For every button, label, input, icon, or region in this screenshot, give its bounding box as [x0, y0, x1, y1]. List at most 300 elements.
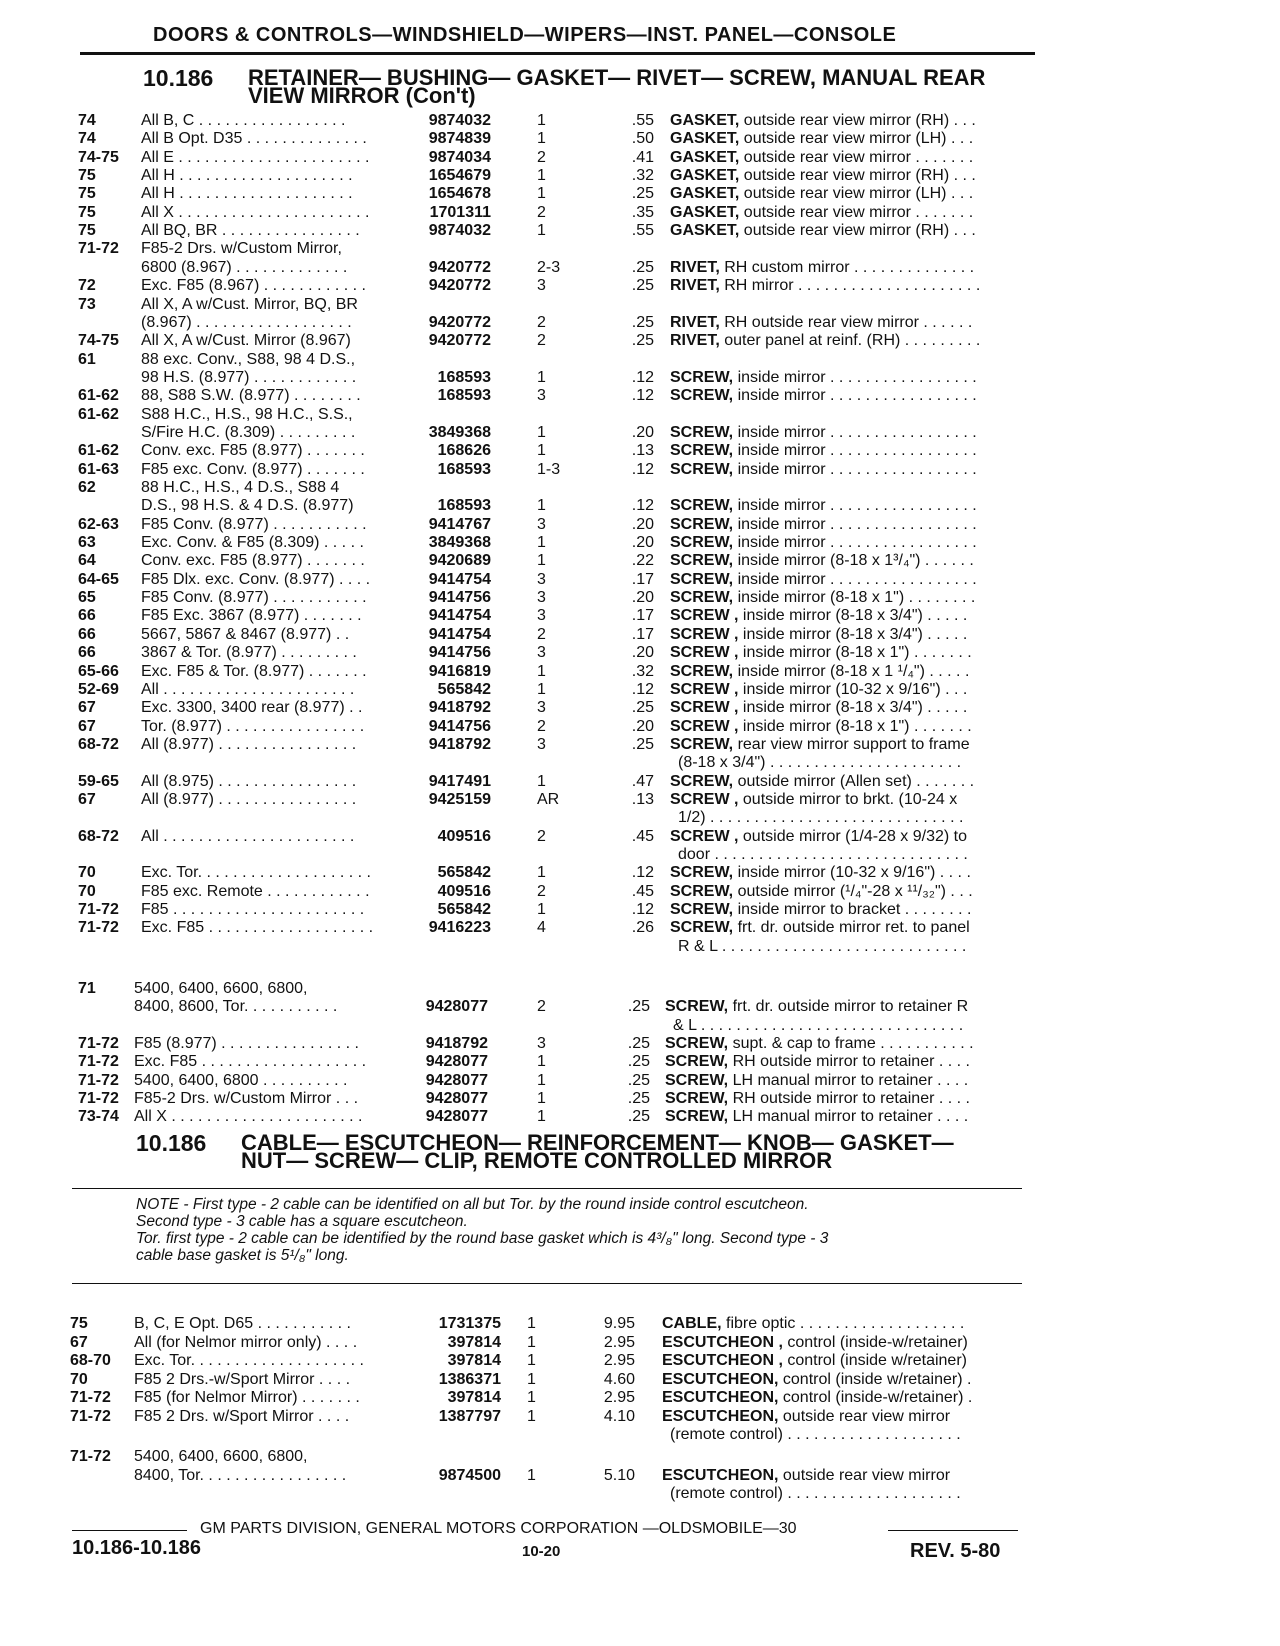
note-block	[136, 1196, 1016, 1264]
part-description: outside rear view mirror	[778, 1407, 951, 1425]
part-name: SCREW,	[665, 1071, 729, 1089]
part-description: outside mirror (Allen set) . . . . . . .	[733, 772, 975, 790]
year-cell: 67	[78, 790, 96, 808]
application-cell: 8400, 8600, Tor. . . . . . . . . . .	[134, 998, 338, 1016]
description-cell	[670, 167, 1025, 185]
year-cell: 71-72	[78, 1071, 119, 1089]
part-number-cell: 9420772	[428, 277, 491, 295]
footer-rule-left	[72, 1530, 187, 1531]
part-name: SCREW,	[670, 552, 734, 570]
year-cell: 63	[78, 534, 96, 552]
application-cell: All X, A w/Cust. Mirror (8.967)	[141, 332, 351, 350]
part-name: SCREW,	[670, 901, 734, 919]
year-cell: 66	[78, 625, 96, 643]
year-cell: 67	[78, 699, 96, 717]
description-cell	[670, 607, 1025, 625]
part-name: SCREW,	[670, 515, 734, 533]
part-name: SCREW ,	[670, 680, 739, 698]
price-cell: .25	[631, 313, 654, 331]
application-cell: All B, C . . . . . . . . . . . . . . . . .	[141, 112, 346, 129]
table-row	[0, 919, 1280, 937]
quantity-cell: 3	[537, 589, 546, 607]
section-title-line: CABLE— ESCUTCHEON— REINFORCEMENT— KNOB— GASKET—	[241, 1130, 954, 1155]
part-number-cell: 397814	[447, 1389, 501, 1406]
price-cell: .25	[631, 277, 654, 295]
part-description: outside rear view mirror (RH) . . .	[739, 222, 976, 240]
part-name: SCREW,	[665, 1035, 729, 1053]
part-description: inside mirror . . . . . . . . . . . . . . . . .	[733, 570, 977, 588]
year-cell: 66	[78, 644, 96, 662]
application-cell: Exc. Tor. . . . . . . . . . . . . . . . . . . .	[141, 864, 371, 882]
part-description: inside mirror (8-18 x 1") . . . . . . .	[738, 644, 972, 662]
part-name: SCREW ,	[670, 607, 739, 625]
part-name: SCREW,	[670, 442, 734, 460]
part-number-cell: 168593	[437, 387, 491, 405]
part-description: 1/2) . . . . . . . . . . . . . . . . . . . . . . . . . . . . .	[678, 809, 964, 827]
table-row	[0, 406, 1280, 424]
quantity-cell: 1	[537, 497, 546, 515]
table-row	[0, 607, 1280, 625]
application-cell: All . . . . . . . . . . . . . . . . . . . . . .	[141, 827, 355, 845]
part-name: SCREW ,	[670, 717, 739, 735]
year-cell: 74	[78, 130, 96, 148]
application-cell: All (8.975) . . . . . . . . . . . . . . . .	[141, 772, 357, 790]
description-cell	[670, 387, 1025, 405]
quantity-cell: 1	[537, 901, 546, 919]
year-cell: 67	[70, 1333, 88, 1351]
description-cell	[670, 497, 1025, 515]
part-description: inside mirror (10-32 x 9/16") . . .	[738, 680, 968, 698]
quantity-cell: 1	[537, 112, 546, 129]
price-cell: .32	[631, 662, 654, 680]
table-row	[0, 1035, 1280, 1053]
section-title-line: RETAINER— BUSHING— GASKET— RIVET— SCREW, MANUAL REAR	[248, 65, 986, 90]
description-cell	[665, 1108, 1025, 1126]
part-name: GASKET,	[670, 112, 740, 129]
table-row	[0, 828, 1280, 846]
application-cell: S88 H.C., H.S., 98 H.C., S.S.,	[141, 405, 353, 423]
application-cell: Exc. 3300, 3400 rear (8.977) . .	[141, 699, 363, 717]
description-cell	[670, 1426, 1033, 1444]
year-cell: 71-72	[70, 1389, 111, 1406]
application-cell: F85 Exc. 3867 (8.977) . . . . . . .	[141, 607, 362, 625]
table-row	[0, 938, 1280, 956]
table-row	[0, 1389, 1280, 1407]
application-cell: All X, A w/Cust. Mirror, BQ, BR	[141, 295, 358, 313]
table-row	[0, 552, 1280, 570]
price-cell: .50	[631, 130, 654, 148]
application-cell: Conv. exc. F85 (8.977) . . . . . . .	[141, 552, 365, 570]
price-cell: 2.95	[603, 1389, 635, 1406]
note-line: NOTE - First type - 2 cable can be identified on all but Tor. by the round inside control escutcheon.	[136, 1196, 809, 1213]
part-description: LH manual mirror to retainer . . . .	[728, 1108, 969, 1126]
part-description: control (inside w/retainer)	[782, 1352, 967, 1369]
application-cell: F85 . . . . . . . . . . . . . . . . . . . . . .	[141, 901, 365, 919]
part-number-cell: 1654679	[428, 167, 491, 185]
quantity-cell: 2	[537, 625, 546, 643]
footer-section-range: 10.186-10.186	[72, 1537, 202, 1559]
part-number-cell: 9420772	[428, 332, 491, 350]
part-description: outside rear view mirror . . . . . . .	[739, 203, 974, 221]
part-name: CABLE,	[662, 1315, 722, 1332]
application-cell: All BQ, BR . . . . . . . . . . . . . . . .	[141, 222, 360, 240]
description-cell	[670, 901, 1025, 919]
table-row	[0, 369, 1280, 387]
year-cell: 68-72	[78, 827, 119, 845]
part-number-cell: 1701311	[429, 203, 491, 221]
footer-revision: REV. 5-80	[910, 1540, 1001, 1562]
header-rule	[80, 52, 1035, 55]
part-name: SCREW,	[670, 772, 734, 790]
year-cell: 70	[78, 882, 96, 900]
part-description: outside rear view mirror (LH) . . .	[739, 185, 974, 203]
quantity-cell: 1	[527, 1389, 536, 1406]
part-description: control (inside w/retainer) .	[778, 1370, 972, 1388]
description-cell	[662, 1389, 1025, 1407]
application-cell: Exc. F85 . . . . . . . . . . . . . . . . . . .	[141, 919, 374, 937]
part-description: outside mirror to brkt. (10-24 x	[738, 790, 958, 808]
price-cell: .12	[631, 368, 654, 386]
application-cell: F85 Conv. (8.977) . . . . . . . . . . .	[141, 515, 367, 533]
quantity-cell: 2-3	[537, 258, 561, 276]
part-number-cell: 397814	[447, 1333, 501, 1351]
price-cell: .12	[631, 901, 654, 919]
part-description: outside rear view mirror (LH) . . .	[739, 130, 974, 148]
part-number-cell: 9414756	[428, 644, 491, 662]
part-name: GASKET,	[670, 167, 740, 185]
part-description: (8-18 x 3/4") . . . . . . . . . . . . . . . . . . . . . .	[678, 754, 962, 772]
part-number-cell: 9416819	[428, 662, 491, 680]
description-cell	[670, 919, 1025, 937]
description-cell	[662, 1408, 1025, 1426]
quantity-cell: 1	[537, 772, 546, 790]
application-cell: F85 2 Drs.-w/Sport Mirror . . . .	[134, 1370, 351, 1388]
part-description: outside mirror (1/4-28 x 9/32) to	[738, 827, 967, 845]
application-cell: Exc. Conv. & F85 (8.309) . . . . .	[141, 534, 364, 552]
table-row	[0, 1108, 1280, 1126]
table-row	[0, 534, 1280, 552]
price-cell: .25	[627, 1053, 650, 1071]
description-cell	[665, 1035, 1025, 1053]
table-row	[0, 387, 1280, 405]
part-number-cell: 9874032	[428, 222, 491, 240]
part-description: inside mirror . . . . . . . . . . . . . . . . .	[733, 534, 977, 552]
year-cell: 64-65	[78, 570, 119, 588]
description-cell	[670, 699, 1025, 717]
price-cell: .41	[631, 148, 654, 166]
application-cell: All E . . . . . . . . . . . . . . . . . . . . . .	[141, 148, 370, 166]
part-description: inside mirror . . . . . . . . . . . . . . . . .	[733, 423, 977, 441]
part-number-cell: 9420772	[428, 313, 491, 331]
part-number-cell: 9414756	[428, 717, 491, 735]
description-cell	[670, 149, 1025, 167]
part-number-cell: 9428077	[425, 1090, 488, 1108]
footer-line: GM PARTS DIVISION, GENERAL MOTORS CORPORATION —OLDSMOBILE—30	[200, 1520, 797, 1537]
table-row	[0, 571, 1280, 589]
description-cell	[670, 828, 1025, 846]
price-cell: .25	[631, 735, 654, 753]
part-number-cell: 397814	[447, 1352, 501, 1369]
year-cell: 73-74	[78, 1108, 119, 1126]
application-cell: S/Fire H.C. (8.309) . . . . . . . . .	[141, 423, 356, 441]
part-description: LH manual mirror to retainer . . . .	[728, 1071, 969, 1089]
price-cell: .12	[631, 387, 654, 405]
quantity-cell: 1	[527, 1466, 536, 1484]
part-name: SCREW,	[670, 589, 734, 607]
table-row	[0, 1371, 1280, 1389]
part-description: RH custom mirror . . . . . . . . . . . . . .	[719, 258, 975, 276]
table-row	[0, 277, 1280, 295]
part-description: (remote control) . . . . . . . . . . . . . . . . . . . .	[670, 1485, 961, 1502]
table-row	[0, 626, 1280, 644]
table-row	[0, 424, 1280, 442]
application-cell: D.S., 98 H.S. & 4 D.S. (8.977)	[141, 497, 354, 515]
quantity-cell: 1	[537, 1053, 546, 1071]
year-cell: 67	[78, 717, 96, 735]
application-cell: Exc. F85 . . . . . . . . . . . . . . . . . . .	[134, 1053, 367, 1071]
description-cell	[662, 1352, 1025, 1370]
part-description: (remote control) . . . . . . . . . . . . . . . . . . . .	[670, 1426, 961, 1443]
footer-page-number: 10-20	[522, 1543, 561, 1560]
description-cell	[670, 1485, 1033, 1503]
description-cell	[670, 424, 1025, 442]
table-row	[0, 185, 1280, 203]
part-name: RIVET,	[670, 332, 720, 350]
application-cell: Exc. F85 & Tor. (8.977) . . . . . . .	[141, 662, 367, 680]
quantity-cell: 3	[537, 607, 546, 625]
description-cell	[670, 552, 1025, 570]
price-cell: .55	[631, 222, 654, 240]
part-description: door . . . . . . . . . . . . . . . . . . . . . . . . . . . . .	[678, 846, 968, 863]
description-cell	[670, 644, 1025, 662]
application-cell: All (8.977) . . . . . . . . . . . . . . . .	[141, 790, 357, 808]
part-number-cell: 168593	[437, 460, 491, 478]
table-row	[0, 130, 1280, 148]
table-row	[0, 167, 1280, 185]
description-cell	[670, 791, 1025, 809]
quantity-cell: 1	[537, 185, 546, 203]
price-cell: .20	[631, 717, 654, 735]
part-number-cell: 9414754	[428, 625, 491, 643]
part-name: SCREW,	[670, 570, 734, 588]
description-cell	[670, 534, 1025, 552]
year-cell: 71-72	[78, 919, 119, 937]
table-row	[0, 644, 1280, 662]
application-cell: 3867 & Tor. (8.977) . . . . . . . . .	[141, 644, 357, 662]
part-description: control (inside-w/retainer)	[782, 1333, 968, 1351]
table-row	[0, 314, 1280, 332]
section-title-line: VIEW MIRROR (Con't)	[248, 83, 476, 108]
application-cell: B, C, E Opt. D65 . . . . . . . . . . .	[134, 1315, 351, 1332]
description-cell	[670, 681, 1025, 699]
page-header: DOORS & CONTROLS—WINDSHIELD—WIPERS—INST. PANEL—CONSOLE	[153, 24, 897, 46]
year-cell: 62-63	[78, 515, 119, 533]
quantity-cell: 3	[537, 515, 546, 533]
year-cell: 68-70	[70, 1352, 111, 1369]
part-name: SCREW,	[670, 662, 734, 680]
table-row	[0, 1090, 1280, 1108]
part-description: RH outside rear view mirror . . . . . .	[719, 313, 973, 331]
table-row	[0, 1072, 1280, 1090]
part-name: SCREW,	[670, 497, 734, 515]
year-cell: 65	[78, 589, 96, 607]
description-cell	[665, 998, 1025, 1016]
part-name: ESCUTCHEON,	[662, 1466, 779, 1484]
part-description: outside rear view mirror (RH) . . .	[739, 112, 976, 129]
description-cell	[673, 1017, 1033, 1035]
description-cell	[670, 663, 1025, 681]
price-cell: .17	[631, 607, 654, 625]
table-row	[0, 1426, 1280, 1444]
part-number-cell: 9414756	[428, 589, 491, 607]
price-cell: 2.95	[603, 1352, 635, 1369]
part-number-cell: 565842	[437, 680, 491, 698]
part-description: outside rear view mirror	[778, 1466, 951, 1484]
price-cell: .47	[631, 772, 654, 790]
price-cell: .20	[631, 515, 654, 533]
price-cell: 4.60	[603, 1370, 635, 1388]
part-name: SCREW,	[670, 919, 734, 937]
part-name: SCREW,	[670, 735, 734, 753]
table-row	[0, 864, 1280, 882]
application-cell: All (for Nelmor mirror only) . . . .	[134, 1333, 358, 1351]
quantity-cell: 3	[537, 387, 546, 405]
part-number-cell: 9428077	[425, 1071, 488, 1089]
description-cell	[662, 1467, 1025, 1485]
part-number-cell: 9874034	[428, 148, 491, 166]
part-name: SCREW ,	[670, 790, 739, 808]
application-cell: 88, S88 S.W. (8.977) . . . . . . . .	[141, 387, 361, 405]
application-cell: All (8.977) . . . . . . . . . . . . . . . .	[141, 735, 357, 753]
price-cell: .17	[631, 570, 654, 588]
application-cell: F85 2 Drs. w/Sport Mirror . . . .	[134, 1407, 350, 1425]
part-number-cell: 9420772	[428, 258, 491, 276]
description-cell	[678, 938, 1033, 956]
application-cell: F85-2 Drs. w/Custom Mirror,	[141, 240, 342, 258]
description-cell	[670, 736, 1025, 754]
table-row	[0, 1334, 1280, 1352]
price-cell: .13	[631, 790, 654, 808]
year-cell: 71-72	[78, 901, 119, 919]
application-cell: 5400, 6400, 6600, 6800,	[134, 980, 308, 997]
quantity-cell: 4	[537, 919, 546, 937]
part-number-cell: 9417491	[428, 772, 491, 790]
price-cell: 5.10	[603, 1466, 635, 1484]
part-number-cell: 9428077	[425, 1053, 488, 1071]
note-line: Second type - 3 cable has a square escutcheon.	[136, 1213, 468, 1230]
price-cell: .20	[631, 644, 654, 662]
table-row	[0, 736, 1280, 754]
part-description: rear view mirror support to frame	[733, 735, 970, 753]
part-number-cell: 168593	[437, 497, 491, 515]
part-description: inside mirror (8-18 x 3/4") . . . . .	[738, 699, 968, 717]
part-name: SCREW,	[670, 460, 734, 478]
year-cell: 72	[78, 277, 96, 295]
part-number-cell: 565842	[437, 901, 491, 919]
quantity-cell: 2	[537, 882, 546, 900]
description-cell	[665, 1090, 1025, 1108]
description-cell	[670, 442, 1025, 460]
part-name: ESCUTCHEON ,	[662, 1333, 783, 1351]
part-name: SCREW,	[665, 1053, 729, 1071]
table-row	[0, 1017, 1280, 1035]
year-cell: 70	[70, 1370, 88, 1388]
description-cell	[670, 626, 1025, 644]
year-cell: 66	[78, 607, 96, 625]
table-row	[0, 901, 1280, 919]
description-cell	[670, 332, 1025, 350]
part-number-cell: 9420689	[428, 552, 491, 570]
description-cell	[662, 1371, 1025, 1389]
year-cell: 71-72	[70, 1448, 111, 1465]
part-description: inside mirror . . . . . . . . . . . . . . . . .	[733, 442, 977, 460]
part-number-cell: 3849368	[428, 423, 491, 441]
part-number-cell: 3849368	[428, 534, 491, 552]
part-description: RH outside mirror to retainer . . . .	[728, 1053, 970, 1071]
table-row	[0, 204, 1280, 222]
quantity-cell: 2	[537, 313, 546, 331]
table-row	[0, 589, 1280, 607]
part-name: SCREW ,	[670, 827, 739, 845]
application-cell: 98 H.S. (8.977) . . . . . . . . . . . .	[141, 368, 357, 386]
quantity-cell: 1-3	[537, 460, 561, 478]
application-cell: 8400, Tor. . . . . . . . . . . . . . . . .	[134, 1466, 347, 1484]
part-description: RH mirror . . . . . . . . . . . . . . . . . . . . .	[719, 277, 981, 295]
year-cell: 71-72	[70, 1407, 111, 1425]
part-number-cell: 9414754	[428, 607, 491, 625]
table-row	[0, 479, 1280, 497]
description-cell	[662, 1315, 1025, 1333]
description-cell	[670, 461, 1025, 479]
table-row	[0, 461, 1280, 479]
year-cell: 74-75	[78, 332, 119, 350]
part-name: ESCUTCHEON,	[662, 1389, 779, 1406]
price-cell: .25	[631, 699, 654, 717]
part-name: SCREW,	[670, 423, 734, 441]
price-cell: 9.95	[603, 1315, 635, 1332]
price-cell: .20	[631, 589, 654, 607]
part-name: GASKET,	[670, 185, 740, 203]
description-cell	[670, 369, 1025, 387]
quantity-cell: 3	[537, 277, 546, 295]
part-description: outside mirror (¹/₄"-28 x ¹¹/₃₂") . . .	[733, 882, 973, 900]
part-number-cell: 9425159	[428, 790, 491, 808]
application-cell: 5667, 5867 & 8467 (8.977) . .	[141, 625, 350, 643]
table-row	[0, 112, 1280, 130]
price-cell: .13	[631, 442, 654, 460]
table-row	[0, 1315, 1280, 1333]
part-number-cell: 1731375	[438, 1315, 501, 1332]
note-line: cable base gasket is 5¹/₈" long.	[136, 1247, 349, 1264]
table-row	[0, 332, 1280, 350]
price-cell: .25	[627, 1090, 650, 1108]
quantity-cell: 3	[537, 735, 546, 753]
part-name: SCREW,	[665, 1090, 729, 1108]
price-cell: .25	[631, 185, 654, 203]
application-cell: All H . . . . . . . . . . . . . . . . . . . .	[141, 167, 353, 185]
table-row	[0, 442, 1280, 460]
description-cell	[670, 204, 1025, 222]
part-name: SCREW,	[670, 882, 734, 900]
quantity-cell: 3	[537, 699, 546, 717]
description-cell	[670, 130, 1025, 148]
year-cell: 61-62	[78, 387, 119, 405]
table-row	[0, 773, 1280, 791]
table-row	[0, 1467, 1280, 1485]
note-bottom-rule	[72, 1283, 1022, 1284]
price-cell: .32	[631, 167, 654, 185]
part-number-cell: 409516	[437, 827, 491, 845]
